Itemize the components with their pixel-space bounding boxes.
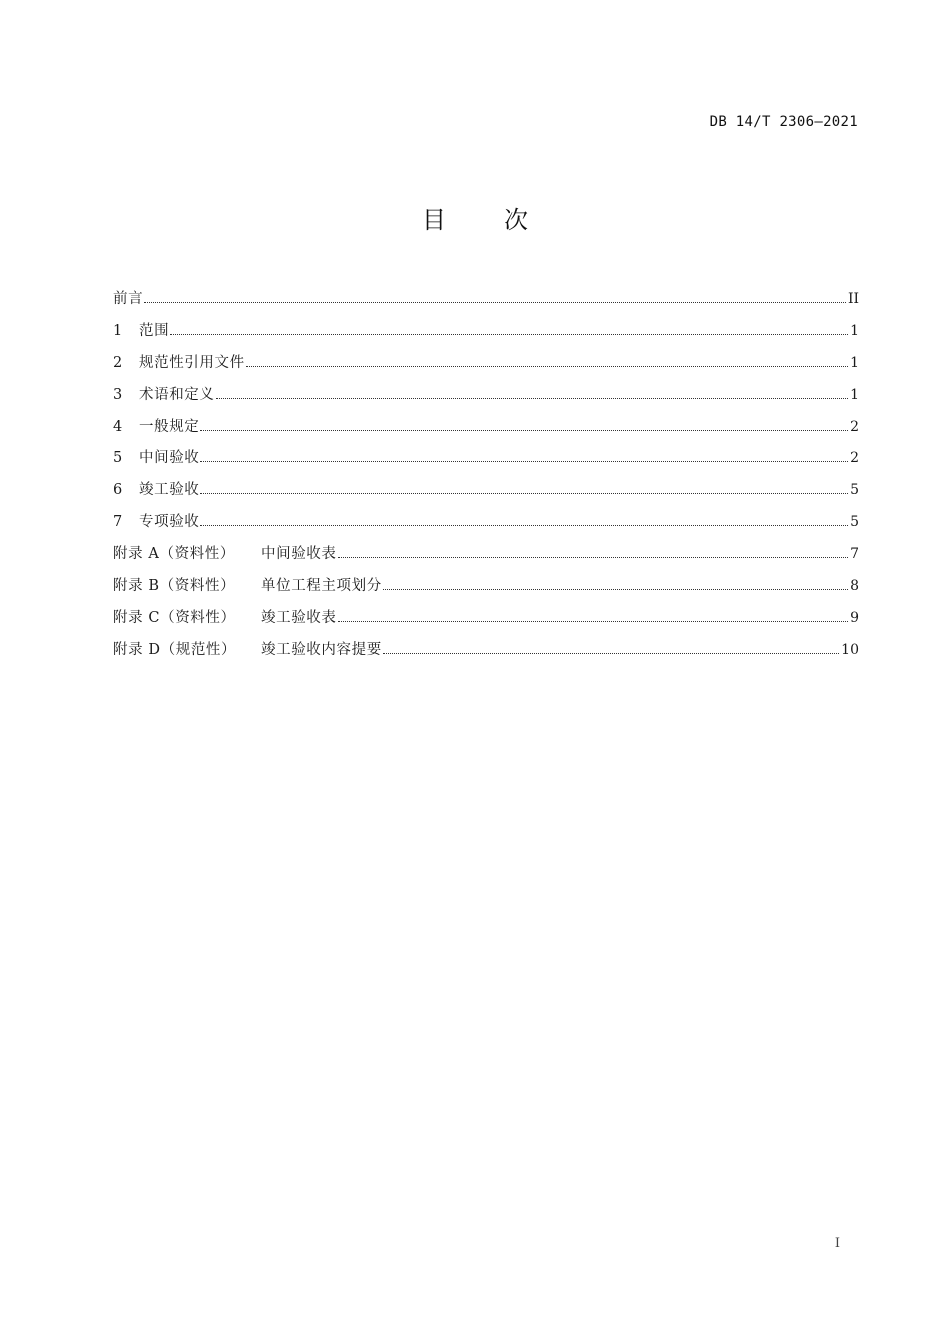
page-title: 目次 [422, 206, 586, 234]
toc-entry[interactable] [113, 639, 859, 671]
toc-entry[interactable] [113, 416, 859, 448]
toc-entry-label: 范围 [139, 322, 170, 339]
toc-entry-number: 6 [113, 482, 123, 499]
toc-entry[interactable] [113, 352, 859, 384]
toc-entry-label: 竣工验收表 [261, 609, 337, 626]
toc-entry-label: 规范性引用文件 [139, 354, 245, 371]
toc-entry-label: 竣工验收内容提要 [261, 641, 382, 658]
toc-entry-label: 中间验收 [139, 450, 200, 467]
toc-entry-page: 8 [850, 578, 859, 595]
toc-entry-page: 1 [850, 322, 859, 339]
toc-leader-dots [383, 589, 848, 590]
toc-leader-dots [200, 430, 848, 431]
page-number: I [834, 1236, 840, 1251]
table-of-contents [113, 288, 859, 671]
toc-leader-dots [383, 653, 839, 654]
toc-entry-page: 2 [850, 418, 859, 435]
toc-entry-number: 7 [113, 514, 123, 531]
toc-entry-appendix: 附录 D（规范性） [113, 641, 237, 658]
toc-entry-page: 1 [850, 386, 859, 403]
toc-entry-appendix: 附录 C（资料性） [113, 609, 236, 626]
toc-entry[interactable] [113, 607, 859, 639]
toc-entry-label: 前言 [113, 291, 144, 307]
toc-entry-page: 5 [850, 514, 859, 531]
toc-leader-dots [338, 621, 849, 622]
toc-entry-page: 1 [850, 354, 859, 371]
toc-entry-label: 单位工程主项划分 [261, 578, 382, 595]
toc-entry[interactable] [113, 479, 859, 511]
toc-entry-label: 专项验收 [139, 514, 200, 531]
toc-entry-appendix: 附录 A（资料性） [113, 546, 235, 563]
toc-leader-dots [216, 398, 849, 399]
toc-entry[interactable] [113, 288, 859, 320]
toc-entry[interactable] [113, 511, 859, 543]
toc-leader-dots [170, 334, 848, 335]
toc-entry-label: 术语和定义 [139, 386, 215, 403]
toc-entry-number: 3 [113, 386, 123, 403]
toc-entry-page: 9 [850, 609, 859, 626]
toc-entry[interactable] [113, 543, 859, 575]
toc-entry-page: 5 [850, 482, 859, 499]
toc-entry-label: 竣工验收 [139, 482, 200, 499]
document-code: DB 14/T 2306—2021 [709, 114, 858, 130]
toc-entry-page: 7 [850, 546, 859, 563]
toc-leader-dots [200, 493, 848, 494]
toc-entry-number: 1 [113, 322, 123, 339]
toc-entry-number: 4 [113, 418, 123, 435]
toc-entry-page: 2 [850, 450, 859, 467]
toc-entry-appendix: 附录 B（资料性） [113, 578, 236, 595]
toc-leader-dots [200, 525, 848, 526]
toc-leader-dots [200, 461, 848, 462]
toc-entry-label: 一般规定 [139, 418, 200, 435]
toc-entry[interactable] [113, 320, 859, 352]
toc-entry-page: II [847, 291, 859, 307]
toc-leader-dots [246, 366, 848, 367]
toc-entry-number: 2 [113, 354, 123, 371]
toc-entry-page: 10 [841, 641, 859, 658]
toc-entry-label: 中间验收表 [261, 546, 337, 563]
toc-leader-dots [144, 302, 846, 303]
toc-entry-number: 5 [113, 450, 123, 467]
toc-entry[interactable] [113, 575, 859, 607]
toc-entry[interactable] [113, 447, 859, 479]
toc-entry[interactable] [113, 384, 859, 416]
toc-leader-dots [338, 557, 849, 558]
